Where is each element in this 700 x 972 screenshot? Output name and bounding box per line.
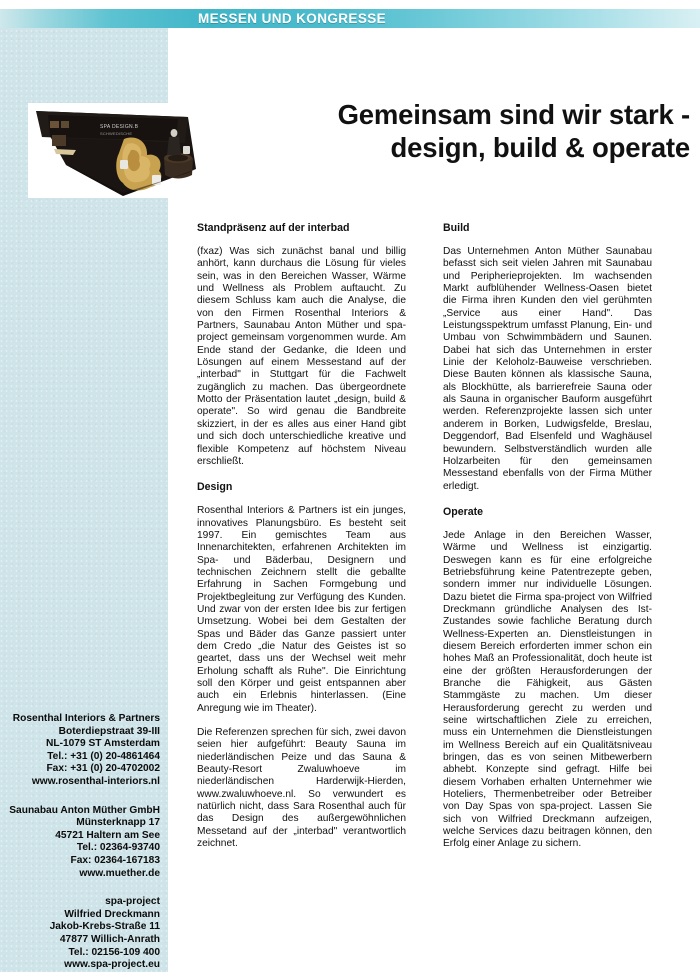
contact-info-sidebar: [0, 713, 168, 972]
contact-line: Tel.: +31 (0) 20-4861464: [47, 750, 160, 762]
booth-photo: [28, 103, 205, 198]
section-heading-design: Design: [197, 481, 233, 494]
section-heading-standpraesenz: Standpräsenz auf der interbad: [197, 222, 350, 234]
contact-line: Jakob-Krebs-Straße 11: [49, 921, 160, 933]
contact-line: Rosenthal Interiors & Partners: [12, 713, 160, 724]
contact-line: NL-1079 ST Amsterdam: [46, 738, 160, 750]
contact-block-rosenthal: [0, 713, 160, 789]
body-column-right: [443, 222, 652, 851]
section-heading-build: Build: [443, 222, 470, 234]
paragraph: (fxaz) Was sich zunächst banal und billig anhört, kann durchaus die Lösung für vieles sein, was in den Bereichen Wasser, Wärme und Wellness als Problem auftaucht. Zu diesem Schluss kam auch die Analyse, die von den Firmen Rosenthal Interiors & Partners, Saunabau Anton Müther und spa-project gemeinsam vorgenommen wurde. Am Ende stand der Gedanke, die Ideen und Lösungen auf einem Messestand auf der „interbad" in Stuttgart für die Fachwelt zugänglich zu machen. Das übergeordnete Motto der Präsentation lautet „design, build & operate". So wird genau die Bandbreite skizziert, in der es alles aus einer Hand gibt und sich doch unterschiedliche kreative und flexible Kompetenz auf höchstem Niveau erschließt.: [197, 246, 406, 467]
svg-text:SPA DESIGN.B: SPA DESIGN.B: [100, 124, 139, 130]
svg-text:SCHWEDISCHE: SCHWEDISCHE: [100, 131, 133, 136]
contact-line: Tel.: 02364-93740: [76, 842, 160, 854]
contact-website[interactable]: www.muether.de: [79, 867, 160, 879]
page-title: [258, 98, 690, 164]
contact-line: Münsterknapp 17: [76, 817, 160, 829]
headline-line-2: design, build & operate: [390, 132, 690, 163]
contact-line: spa-project: [105, 896, 160, 908]
booth-photo-artwork: [28, 103, 205, 198]
body-column-left: [197, 222, 406, 850]
contact-line: Fax: 02364-167183: [70, 854, 160, 866]
section-heading-operate: Operate: [443, 505, 484, 518]
section-banner-title: MESSEN UND KONGRESSE: [198, 11, 387, 26]
contact-line: Fax: +31 (0) 20-4702002: [46, 763, 160, 775]
contact-block-muether: [0, 805, 160, 881]
headline-line-1: Gemeinsam sind wir stark -: [337, 99, 690, 130]
panel-top-white-strip: [0, 0, 168, 9]
contact-line: Boterdiepstraat 39-III: [58, 725, 160, 737]
paragraph: Das Unternehmen Anton Müther Saunabau befasst sich seit vielen Jahren mit Saunabau und Peripherieprojekten. Im wachsenden Markt aufblühender Wellness-Oasen bietet die Firma ihren Kunden den viel gerühmten „Service aus einer Hand". Das Leistungsspektrum umfasst Planung, Ein- und Umbau von Schwimmbädern und Saunen. Dabei hat sich das Unternehmen in erster Linie der Keloholz-Bauweise verschrieben. Diese Bauten können als klassische Sauna, als Blockhütte, als barrierefreie Sauna oder als Sauna in organischer Bauform ausgeführt werden. Referenzprojekte lassen sich unter anderem in Borken, Ludwigsfelde, Breslau, Deggendorf, Bad Elsenfeld und Waghäusel bewundern. Selbstverständlich wurden alle Holzarbeiten für den gemeinsamen Messestand ebenfalls von der Firma Müther erledigt.: [443, 246, 652, 492]
paragraph: Die Referenzen sprechen für sich, zwei davon seien hier aufgeführt: Beauty Sauna im niederländischen Peize und das Sauna & Beauty-Resort Zwaluwhoeve im niederländischen Harderwijk-Hierden, www.zwaluwhoeve.nl. So verwundert es natürlich nicht, dass Sara Rosenthal auch für das Design des außergewöhnlichen Messetand auf der „interbad" verantwortlich zeichnet.: [197, 727, 406, 850]
contact-line: Tel.: 02156-109 400: [68, 946, 160, 958]
paragraph: Rosenthal Interiors & Partners ist ein junges, innovatives Planungsbüro. Es besteht seit 1997. Ein gemischtes Team aus Innenarchitekten, erfahrenen Architekten im Spa- und Bäderbau, Designern und technischen Zeichnern stellt die geballte Erfahrung in Sachen Formgebung und Projektbegleitung zur Verfügung des Kunden. Und zwar von der ersten Idee bis zur fertigen Umsetzung. Wobei bei dem Gestalten der Spas und Bäder das Ganze passiert unter dem Credo „die Natur des Geistes ist so geartet, dass uns der Wechsel weit mehr Erholung schafft als Ruhe". Die Einrichtung soll den Körper und geist entspannen aber auch ein Erlebnis hinterlassen. (Eine Anregung wie im Theater).: [197, 505, 406, 714]
contact-website[interactable]: www.rosenthal-interiors.nl: [31, 775, 160, 787]
contact-line: Saunabau Anton Müther GmbH: [9, 804, 160, 816]
contact-line: Wilfried Dreckmann: [64, 908, 160, 920]
contact-block-spa-project: [0, 896, 160, 972]
contact-line: 45721 Haltern am See: [55, 829, 160, 841]
paragraph: Jede Anlage in den Bereichen Wasser, Wärme und Wellness ist einzigartig. Deswegen kann es für eine erfolgreiche Betriebsführung keine Patentrezepte geben, sondern immer nur individuelle Lösungen. Dazu bietet die Firma spa-project von Wilfried Dreckmann gründliche Analysen des Ist-Zustandes sowie fachliche Beratung durch Wellness-Experten an. Dienstleistungen in diesem Bereich erforderten immer schon ein hohes Maß an Professionalität, doch heute ist eine der größten Herausforderungen der Branche die Fähigkeit, aus Gästen Stammgäste zu machen. Um dieser Herausforderung gerecht zu werden und seine wirtschaftlichen Ziele zu erreichen, muss ein Unternehmen die Dienstleistungen im Wellness Bereich auf ein Qualitätsniveau bringen, das es von seinen Mitbewerbern abhebt. Konzepte sind gefragt. Hilfe bei diesem Vorhaben erhalten Unternehmer wie Hoteliers, Thermenbetreiber oder Betreiber von Day Spas von spa-project. Lassen Sie sich von Wilfried Dreckmann aufzeigen, welche Services dazu beitragen können, den Erfolg einer Anlage zu sichern.: [443, 529, 652, 850]
contact-line: 47877 Willich-Anrath: [59, 933, 160, 945]
contact-website[interactable]: www.spa-project.eu: [64, 959, 160, 971]
